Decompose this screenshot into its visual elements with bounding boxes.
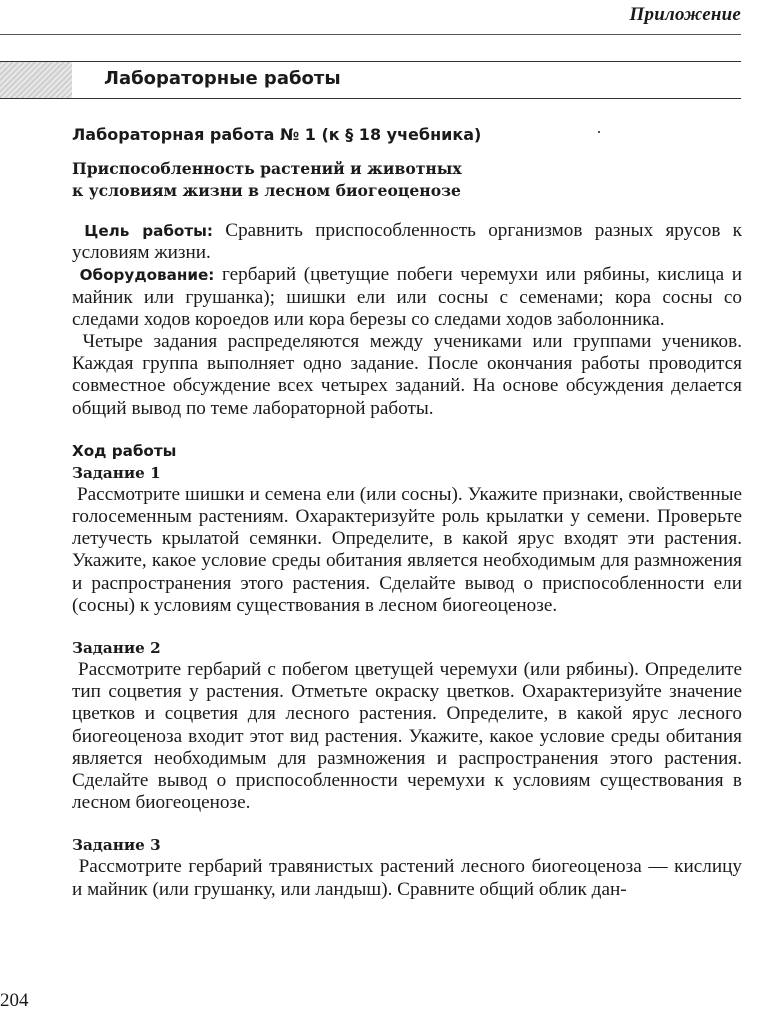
task-3-text [72,856,742,900]
task-2-body: Рассмотрите гербарий с побегом цветущей черемухи (или рябины). Определите тип соцветия у растения. Отметьте окраску цветков. Охарактеризуйте значение цветков и соцветия для лесного растения. Определите, в какой ярус лесного биогеоценоза входит этот вид растения. Укажите, какое условие среды обитания является необходимым для размножения и распространения этого растения. Сделайте вывод о приспособленности черемухи к условиям существования в лесном биогеоценозе. [72,659,742,814]
task-3-title: Задание 3 [72,836,161,855]
page-number: 204 [0,990,29,1011]
equipment-label: Оборудование: [79,266,215,285]
section-title: Лабораторные работы [104,68,341,89]
running-head: Приложение [629,4,741,25]
topic-line-1: Приспособленность растений и животных [72,159,462,178]
topic-title [72,158,742,202]
goal-label: Цель работы: [84,222,213,240]
goal-paragraph [72,220,742,264]
task-2-title: Задание 2 [72,639,161,658]
page-body [72,118,742,901]
task-3-body: Рассмотрите гербарий травянистых растений лесного биогеоценоза — кислицу и майник (или грушанку, или ландыш). Сравните общий облик дан- [72,856,742,900]
task-1-body: Рассмотрите шишки и семена ели (или сосны). Укажите признаки, свойственные голосеменным растениям. Охарактеризуйте роль крылатки у семени. Проверьте летучесть крылатой семянки. Определите, в какой ярус входят эти растения. Укажите, какое условие среды обитания является необходимым для размножения и распространения этого растения. Сделайте вывод о приспособленности ели (сосны) к условиям существования в лесном биогеоценозе. [72,483,742,616]
task-2-text [72,659,742,814]
intro-paragraph [72,331,742,420]
procedure-heading: Ход работы [72,441,177,460]
task-1-text [72,484,742,617]
task-1-title: Задание 1 [72,463,161,482]
section-header-bar [0,61,741,99]
topic-line-2: к условиям жизни в лесном биогеоценозе [72,181,461,200]
goal-text: Сравнить приспособленность организмов разных ярусов к условиям жизни. [72,220,742,264]
lab-title: Лабораторная работа № 1 (к § 18 учебника) [72,125,482,144]
equipment-paragraph [72,264,742,331]
section-shade-block [0,62,72,98]
equipment-text: гербарий (цветущие побеги черемухи или рябины, кислица и майник или грушанка); шишки ели или сосны с семенами; кора сосны со следами ходов короедов или кора березы со следами ходов заболонника. [72,264,743,330]
top-rule [0,34,741,35]
intro-text: Четыре задания распределяются между учениками или группами учеников. Каждая группа выполняет одно задание. После окончания работы проводится совместное обсуждение всех четырех заданий. На основе обсуждения делается общий вывод по теме лабораторной работы. [72,331,743,419]
